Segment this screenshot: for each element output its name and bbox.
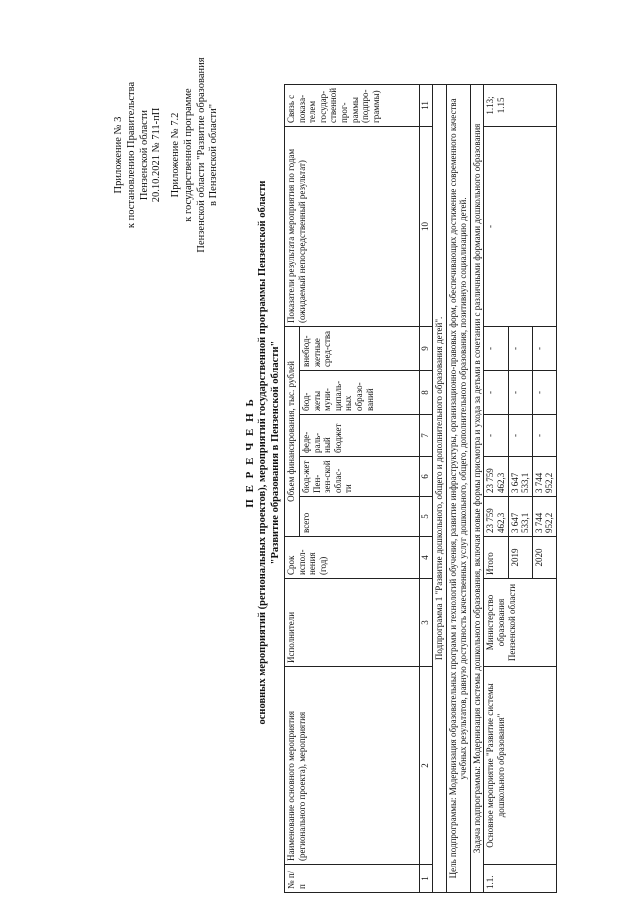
year-cell: Итого: [484, 537, 508, 579]
total-cell: 3 647 533,1: [508, 497, 532, 537]
column-number: 4: [420, 537, 433, 579]
column-number: 6: [420, 457, 433, 497]
regional-cell: 3 744 952,2: [532, 457, 556, 497]
header-volume: Объем финансирования, тыс. рублей: [285, 327, 300, 537]
document-heading: П Е Р Е Ч Е Н Ь: [244, 397, 256, 508]
subprogram-task: Задача подпрограммы: Модернизация системы дошкольного образования, включая новые формы присмотра и ухода за детьми в сочетании с различными формами дошкольного образования: [470, 84, 484, 892]
header-term: Срок испол-нения (год): [285, 537, 420, 579]
table-header-row: [285, 84, 300, 892]
extra-cell: -: [484, 327, 508, 371]
column-number: 8: [420, 371, 433, 415]
appendix-3-line: Приложение № 3: [113, 116, 124, 194]
appendix-3-line: к постановлению Правительства: [125, 81, 137, 229]
activities-table: [284, 84, 557, 893]
appendix-3-line: Пензенской области: [138, 109, 150, 201]
row-link: 1.13; 1.15: [484, 84, 557, 126]
row-executor: Министерство образования Пензенской области: [484, 579, 557, 667]
header-link: Связь с показа-телем государ-ственной прог-раммы (подпро-граммы): [285, 84, 420, 126]
header-indicators: Показатели результата мероприятия по годам (ожидаемый непосредственный результат): [285, 127, 420, 327]
appendix-7-2-line: Пензенской области "Развитие образования: [195, 57, 207, 253]
row-indicator: -: [484, 127, 557, 327]
appendix-3-line: 20.10.2021 № 711-пП: [151, 107, 163, 203]
year-cell: 2019: [508, 537, 532, 579]
subprogram-row: [433, 84, 447, 892]
header-federal: феде-раль-ный бюджет: [300, 415, 420, 457]
appendix-7-2-header: [170, 45, 221, 265]
municipal-cell: -: [532, 371, 556, 415]
municipal-cell: -: [484, 371, 508, 415]
task-row: [470, 84, 484, 892]
regional-cell: 3 647 533,1: [508, 457, 532, 497]
document-title: основных мероприятий (региональных проектов), мероприятий государственной программы Пензенской области: [257, 180, 268, 725]
federal-cell: -: [532, 415, 556, 457]
header-total: всего: [300, 497, 420, 537]
table-row: [484, 84, 508, 892]
appendix-3-header: [113, 45, 164, 265]
extra-cell: -: [532, 327, 556, 371]
year-cell: 2020: [532, 537, 556, 579]
header-municipal: бюд-жеты муни-ципаль-ных образо-ваний: [300, 371, 420, 415]
header-extra: внебюд-жетные сред-ства: [300, 327, 420, 371]
header-name: Наименование основного мероприятия (регионального проекта), мероприятия: [285, 667, 420, 865]
subprogram-title: Подпрограмма 1 "Развитие дошкольного, общего и дополнительного образования детей".: [433, 84, 447, 892]
column-number: 2: [420, 667, 433, 865]
column-number: 9: [420, 327, 433, 371]
federal-cell: -: [484, 415, 508, 457]
header-num: № п/п: [285, 865, 420, 893]
header-regional: бюд-жет Пен-зен-ской облас-ти: [300, 457, 420, 497]
total-cell: 3 744 952,2: [532, 497, 556, 537]
total-cell: 23 759 462,3: [484, 497, 508, 537]
extra-cell: -: [508, 327, 532, 371]
column-number: 5: [420, 497, 433, 537]
federal-cell: -: [508, 415, 532, 457]
appendix-7-2-line: в Пензенской области": [208, 104, 220, 206]
subprogram-goal: Цель подпрограммы: Модернизация образовательных программ и технологий обучения, развитие инфраструктуры, организационно-правовых форм, обеспечивающих достижение современного качества учебных результатов, равную доступность качественных услуг дошкольного, общего, дополнительного образования, позитивную социализацию детей.: [446, 84, 470, 892]
column-number: 10: [420, 127, 433, 327]
column-number-row: [420, 84, 433, 892]
municipal-cell: -: [508, 371, 532, 415]
document-subtitle: "Развитие образования в Пензенской области": [270, 340, 281, 565]
appendix-7-2-line: Приложение № 7.2: [170, 112, 181, 198]
row-num: 1.1.: [484, 865, 557, 893]
goal-row: [446, 84, 470, 892]
appendix-7-2-line: к государственной программе: [182, 88, 194, 222]
column-number: 3: [420, 579, 433, 667]
column-number: 11: [420, 84, 433, 126]
column-number: 1: [420, 865, 433, 893]
header-executors: Исполнители: [285, 579, 420, 667]
column-number: 7: [420, 415, 433, 457]
row-name: Основное мероприятие "Развитие системы дошкольного образования": [484, 667, 557, 865]
regional-cell: 23 759 462,3: [484, 457, 508, 497]
